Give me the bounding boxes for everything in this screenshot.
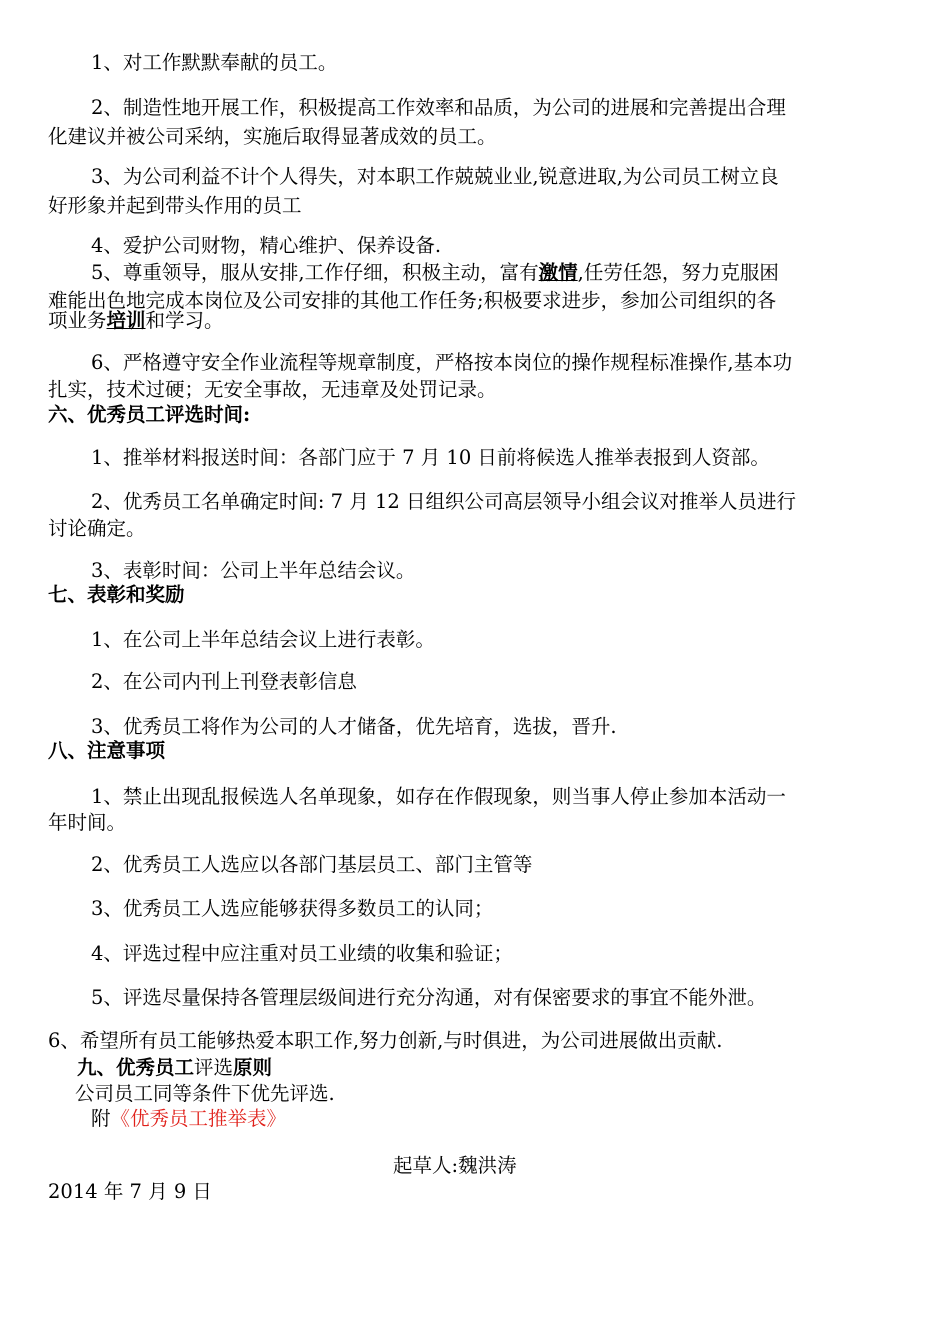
list-item: 2、在公司内刊上刊登表彰信息 (91, 670, 357, 693)
list-item: 5、评选尽量保持各管理层级间进行充分沟通，对有保密要求的事宜不能外泄。 (91, 986, 767, 1009)
text: 和学习。 (145, 309, 224, 332)
list-item: 4、爱护公司财物，精心维护、保养设备. (91, 234, 442, 257)
text: 项业务 (48, 309, 107, 332)
list-item: 3、为公司利益不计个人得失，对本职工作兢兢业业,锐意进取,为公司员工树立良 (91, 165, 779, 188)
section-heading (48, 1053, 937, 1082)
list-item: 2、优秀员工名单确定时间: 7 月 12 日组织公司高层领导小组会议对推举人员进行 (91, 490, 796, 513)
list-item-cont: 化建议并被公司采纳，实施后取得显著成效的员工。 (48, 125, 497, 148)
list-item: 2、优秀员工人选应以各部门基层员工、部门主管等 (91, 853, 533, 876)
list-item-cont: 好形象并起到带头作用的员工 (48, 194, 302, 217)
list-item: 6、希望所有员工能够热爱本职工作,努力创新,与时俱进，为公司进展做出贡献. (48, 1029, 723, 1052)
attachment-link[interactable]: 《优秀员工推举表》 (110, 1107, 287, 1130)
heading-part: 评选 (194, 1056, 234, 1079)
keyword-training-link[interactable]: 培训 (106, 309, 146, 332)
list-item: 3、表彰时间：公司上半年总结会议。 (91, 559, 416, 582)
document-date: 2014 年 7 月 9 日 (48, 1180, 212, 1203)
list-item-cont: 年时间。 (48, 811, 127, 834)
drafter: 起草人:魏洪涛 (393, 1154, 517, 1177)
list-item: 3、优秀员工将作为公司的人才储备，优先培育，选拔，晋升. (91, 715, 617, 738)
list-item: 3、优秀员工人选应能够获得多数员工的认同； (91, 897, 494, 920)
section-heading: 七、表彰和奖励 (48, 583, 185, 606)
heading-part: 九、优秀员工 (77, 1056, 195, 1079)
list-item: 4、评选过程中应注重对员工业绩的收集和验证； (91, 942, 513, 965)
list-item: 1、禁止出现乱报候选人名单现象，如存在作假现象，则当事人停止参加本活动一 (91, 785, 786, 808)
list-item (48, 258, 950, 287)
heading-part: 原则 (233, 1056, 273, 1079)
list-item: 2、制造性地开展工作，积极提高工作效率和品质，为公司的进展和完善提出合理 (91, 96, 786, 119)
list-item: 6、严格遵守安全作业流程等规章制度，严格按本岗位的操作规程标准操作,基本功 (91, 351, 793, 374)
list-item-cont (48, 306, 908, 335)
list-item-cont: 扎实，技术过硬；无安全事故，无违章及处罚记录。 (48, 378, 497, 401)
text: ,任劳任怨，努力克服困 (577, 261, 779, 284)
list-item: 1、推举材料报送时间：各部门应于 7 月 10 日前将候选人推举表报到人资部。 (91, 446, 770, 469)
paragraph: 公司员工同等条件下优先评选. (75, 1082, 335, 1105)
list-item-cont: 难能出色地完成本岗位及公司安排的其他工作任务;积极要求进步，参加公司组织的各 (48, 289, 777, 312)
section-heading: 六、优秀员工评选时间: (48, 403, 251, 426)
list-item: 1、对工作默默奉献的员工。 (91, 51, 338, 74)
attachment-prefix: 附 (91, 1107, 111, 1130)
attachment-line (48, 1104, 950, 1133)
list-item-cont: 讨论确定。 (48, 517, 146, 540)
list-item: 1、在公司上半年总结会议上进行表彰。 (91, 628, 435, 651)
text: 5、尊重领导，服从安排,工作仔细，积极主动，富有 (91, 261, 539, 284)
section-heading: 八、注意事项 (48, 739, 166, 762)
keyword-passion-link[interactable]: 激情 (538, 261, 578, 284)
